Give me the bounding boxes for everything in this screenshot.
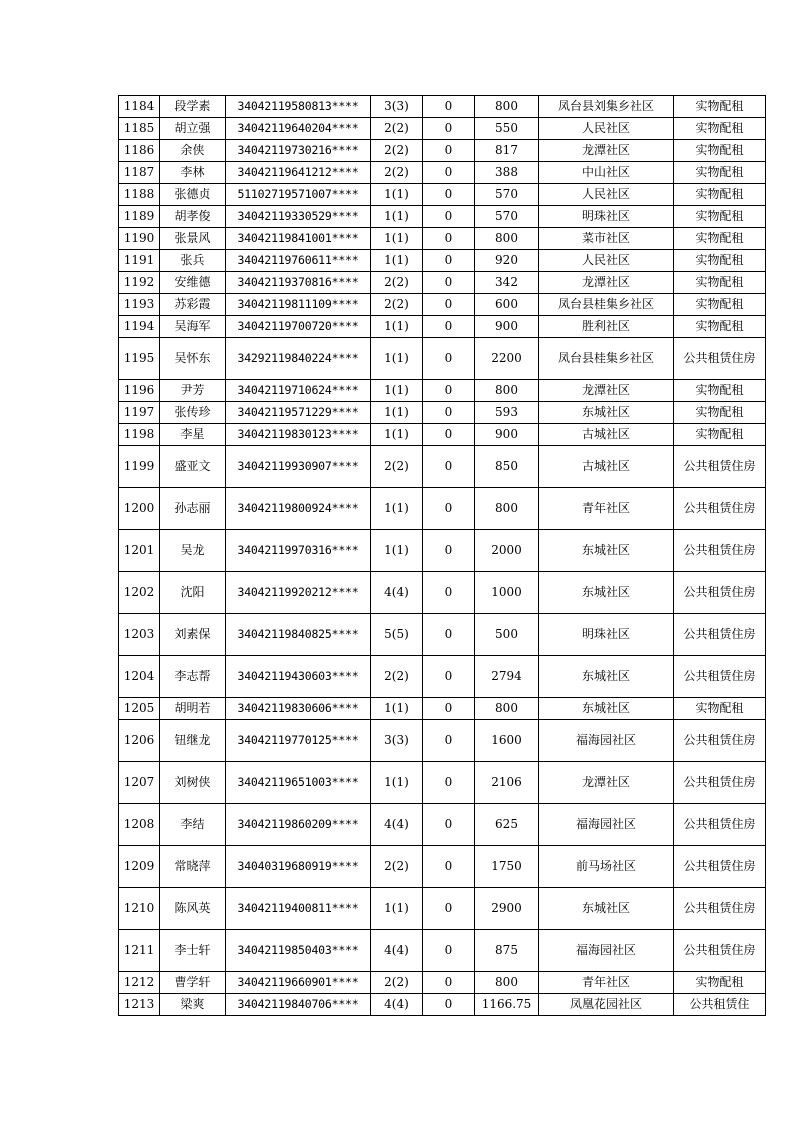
family-size-cell: 4(4) [371, 804, 423, 846]
amount-cell: 850 [475, 446, 539, 488]
community-name-cell: 人民社区 [539, 184, 674, 206]
table-row [119, 250, 766, 272]
table-row [119, 184, 766, 206]
community-name-cell: 龙潭社区 [539, 140, 674, 162]
zero-value-cell: 0 [423, 930, 475, 972]
amount-cell: 550 [475, 118, 539, 140]
community-name-cell: 东城社区 [539, 530, 674, 572]
community-name-cell: 明珠社区 [539, 614, 674, 656]
amount-cell: 2200 [475, 338, 539, 380]
family-size-cell: 1(1) [371, 380, 423, 402]
applicant-name-cell: 苏彩霞 [160, 294, 226, 316]
family-size-cell: 2(2) [371, 162, 423, 184]
row-number-cell: 1200 [119, 488, 160, 530]
zero-value-cell: 0 [423, 720, 475, 762]
amount-cell: 817 [475, 140, 539, 162]
housing-type-cell: 实物配租 [674, 140, 766, 162]
id-number-cell: 34042119840825**** [226, 614, 371, 656]
id-number-cell: 34042119640204**** [226, 118, 371, 140]
applicant-name-cell: 钮继龙 [160, 720, 226, 762]
family-size-cell: 2(2) [371, 446, 423, 488]
id-number-cell: 34042119400811**** [226, 888, 371, 930]
community-name-cell: 菜市社区 [539, 228, 674, 250]
community-name-cell: 东城社区 [539, 402, 674, 424]
row-number-cell: 1196 [119, 380, 160, 402]
community-name-cell: 凤台县桂集乡社区 [539, 294, 674, 316]
zero-value-cell: 0 [423, 972, 475, 994]
amount-cell: 1166.75 [475, 994, 539, 1016]
table-row [119, 930, 766, 972]
family-size-cell: 1(1) [371, 250, 423, 272]
amount-cell: 800 [475, 488, 539, 530]
housing-type-cell: 实物配租 [674, 228, 766, 250]
housing-type-cell: 实物配租 [674, 162, 766, 184]
table-row [119, 228, 766, 250]
zero-value-cell: 0 [423, 488, 475, 530]
amount-cell: 800 [475, 380, 539, 402]
family-size-cell: 3(3) [371, 96, 423, 118]
community-name-cell: 人民社区 [539, 250, 674, 272]
housing-type-cell: 公共租赁住房 [674, 614, 766, 656]
community-name-cell: 东城社区 [539, 572, 674, 614]
id-number-cell: 34042119930907**** [226, 446, 371, 488]
row-number-cell: 1195 [119, 338, 160, 380]
applicant-name-cell: 胡立强 [160, 118, 226, 140]
family-size-cell: 4(4) [371, 572, 423, 614]
applicant-name-cell: 盛亚文 [160, 446, 226, 488]
row-number-cell: 1202 [119, 572, 160, 614]
applicant-name-cell: 李士轩 [160, 930, 226, 972]
zero-value-cell: 0 [423, 614, 475, 656]
applicant-name-cell: 李林 [160, 162, 226, 184]
row-number-cell: 1205 [119, 698, 160, 720]
table-row [119, 96, 766, 118]
housing-type-cell: 实物配租 [674, 96, 766, 118]
family-size-cell: 1(1) [371, 338, 423, 380]
housing-type-cell: 公共租赁住房 [674, 446, 766, 488]
housing-type-cell: 实物配租 [674, 424, 766, 446]
applicant-name-cell: 常晓萍 [160, 846, 226, 888]
community-name-cell: 龙潭社区 [539, 272, 674, 294]
amount-cell: 900 [475, 316, 539, 338]
housing-type-cell: 实物配租 [674, 206, 766, 228]
amount-cell: 1750 [475, 846, 539, 888]
id-number-cell: 34042119651003**** [226, 762, 371, 804]
id-number-cell: 34042119760611**** [226, 250, 371, 272]
zero-value-cell: 0 [423, 888, 475, 930]
row-number-cell: 1198 [119, 424, 160, 446]
table-row [119, 140, 766, 162]
table-row [119, 424, 766, 446]
row-number-cell: 1207 [119, 762, 160, 804]
row-number-cell: 1209 [119, 846, 160, 888]
community-name-cell: 东城社区 [539, 656, 674, 698]
family-size-cell: 1(1) [371, 228, 423, 250]
housing-type-cell: 实物配租 [674, 184, 766, 206]
community-name-cell: 胜利社区 [539, 316, 674, 338]
amount-cell: 800 [475, 698, 539, 720]
applicant-name-cell: 刘树侠 [160, 762, 226, 804]
housing-type-cell: 公共租赁住房 [674, 804, 766, 846]
applicant-name-cell: 张景风 [160, 228, 226, 250]
id-number-cell: 34042119710624**** [226, 380, 371, 402]
row-number-cell: 1187 [119, 162, 160, 184]
row-number-cell: 1201 [119, 530, 160, 572]
zero-value-cell: 0 [423, 530, 475, 572]
housing-type-cell: 实物配租 [674, 380, 766, 402]
family-size-cell: 1(1) [371, 762, 423, 804]
id-number-cell: 34042119840706**** [226, 994, 371, 1016]
housing-type-cell: 实物配租 [674, 402, 766, 424]
family-size-cell: 2(2) [371, 272, 423, 294]
housing-type-cell: 公共租赁住房 [674, 888, 766, 930]
amount-cell: 600 [475, 294, 539, 316]
housing-type-cell: 公共租赁住房 [674, 338, 766, 380]
housing-type-cell: 实物配租 [674, 316, 766, 338]
family-size-cell: 2(2) [371, 140, 423, 162]
id-number-cell: 34042119660901**** [226, 972, 371, 994]
table-row [119, 380, 766, 402]
table-row [119, 846, 766, 888]
table-row [119, 614, 766, 656]
housing-type-cell: 实物配租 [674, 294, 766, 316]
family-size-cell: 5(5) [371, 614, 423, 656]
applicant-name-cell: 张德贞 [160, 184, 226, 206]
zero-value-cell: 0 [423, 250, 475, 272]
family-size-cell: 2(2) [371, 972, 423, 994]
housing-type-cell: 公共租赁住房 [674, 488, 766, 530]
community-name-cell: 龙潭社区 [539, 762, 674, 804]
housing-type-cell: 公共租赁住房 [674, 930, 766, 972]
family-size-cell: 1(1) [371, 698, 423, 720]
community-name-cell: 东城社区 [539, 698, 674, 720]
zero-value-cell: 0 [423, 184, 475, 206]
table-row [119, 488, 766, 530]
applicant-name-cell: 张兵 [160, 250, 226, 272]
zero-value-cell: 0 [423, 846, 475, 888]
applicant-name-cell: 尹芳 [160, 380, 226, 402]
row-number-cell: 1184 [119, 96, 160, 118]
table-row [119, 698, 766, 720]
row-number-cell: 1185 [119, 118, 160, 140]
table-row [119, 162, 766, 184]
housing-type-cell: 实物配租 [674, 698, 766, 720]
table-row [119, 762, 766, 804]
table-row [119, 572, 766, 614]
applicant-name-cell: 吴龙 [160, 530, 226, 572]
row-number-cell: 1206 [119, 720, 160, 762]
row-number-cell: 1194 [119, 316, 160, 338]
id-number-cell: 34042119770125**** [226, 720, 371, 762]
amount-cell: 1600 [475, 720, 539, 762]
table-row [119, 972, 766, 994]
amount-cell: 800 [475, 96, 539, 118]
row-number-cell: 1188 [119, 184, 160, 206]
zero-value-cell: 0 [423, 446, 475, 488]
community-name-cell: 明珠社区 [539, 206, 674, 228]
id-number-cell: 34042119370816**** [226, 272, 371, 294]
family-size-cell: 4(4) [371, 994, 423, 1016]
table-row [119, 888, 766, 930]
id-number-cell: 34042119841001**** [226, 228, 371, 250]
community-name-cell: 东城社区 [539, 888, 674, 930]
housing-type-cell: 公共租赁住房 [674, 572, 766, 614]
zero-value-cell: 0 [423, 338, 475, 380]
applicant-name-cell: 安维德 [160, 272, 226, 294]
zero-value-cell: 0 [423, 294, 475, 316]
applicant-name-cell: 沈阳 [160, 572, 226, 614]
applicant-name-cell: 胡明若 [160, 698, 226, 720]
applicant-name-cell: 吴怀东 [160, 338, 226, 380]
applicant-name-cell: 段学素 [160, 96, 226, 118]
row-number-cell: 1193 [119, 294, 160, 316]
community-name-cell: 福海园社区 [539, 930, 674, 972]
applicant-name-cell: 刘素保 [160, 614, 226, 656]
row-number-cell: 1199 [119, 446, 160, 488]
applicant-name-cell: 余侠 [160, 140, 226, 162]
amount-cell: 2106 [475, 762, 539, 804]
table-row [119, 720, 766, 762]
applicant-name-cell: 胡孝俊 [160, 206, 226, 228]
family-size-cell: 1(1) [371, 402, 423, 424]
community-name-cell: 中山社区 [539, 162, 674, 184]
community-name-cell: 龙潭社区 [539, 380, 674, 402]
row-number-cell: 1210 [119, 888, 160, 930]
id-number-cell: 34042119430603**** [226, 656, 371, 698]
zero-value-cell: 0 [423, 804, 475, 846]
zero-value-cell: 0 [423, 228, 475, 250]
id-number-cell: 34042119811109**** [226, 294, 371, 316]
table-row [119, 338, 766, 380]
family-size-cell: 2(2) [371, 118, 423, 140]
zero-value-cell: 0 [423, 96, 475, 118]
id-number-cell: 34042119830606**** [226, 698, 371, 720]
family-size-cell: 1(1) [371, 488, 423, 530]
amount-cell: 625 [475, 804, 539, 846]
applicant-name-cell: 梁爽 [160, 994, 226, 1016]
row-number-cell: 1211 [119, 930, 160, 972]
id-number-cell: 34042119860209**** [226, 804, 371, 846]
amount-cell: 570 [475, 184, 539, 206]
id-number-cell: 34042119641212**** [226, 162, 371, 184]
id-number-cell: 34042119800924**** [226, 488, 371, 530]
housing-type-cell: 实物配租 [674, 272, 766, 294]
housing-type-cell: 公共租赁住房 [674, 762, 766, 804]
community-name-cell: 福海园社区 [539, 720, 674, 762]
row-number-cell: 1186 [119, 140, 160, 162]
housing-type-cell: 实物配租 [674, 250, 766, 272]
housing-type-cell: 公共租赁住房 [674, 656, 766, 698]
id-number-cell: 34042119850403**** [226, 930, 371, 972]
table-row [119, 294, 766, 316]
table-row [119, 272, 766, 294]
row-number-cell: 1204 [119, 656, 160, 698]
amount-cell: 570 [475, 206, 539, 228]
applicant-name-cell: 曹学轩 [160, 972, 226, 994]
housing-type-cell: 公共租赁住 [674, 994, 766, 1016]
applicant-name-cell: 李结 [160, 804, 226, 846]
applicant-name-cell: 李志帮 [160, 656, 226, 698]
document-page [118, 95, 765, 1016]
amount-cell: 593 [475, 402, 539, 424]
community-name-cell: 青年社区 [539, 972, 674, 994]
housing-type-cell: 公共租赁住房 [674, 720, 766, 762]
row-number-cell: 1212 [119, 972, 160, 994]
amount-cell: 900 [475, 424, 539, 446]
row-number-cell: 1197 [119, 402, 160, 424]
family-size-cell: 3(3) [371, 720, 423, 762]
applicant-name-cell: 陈风英 [160, 888, 226, 930]
row-number-cell: 1189 [119, 206, 160, 228]
row-number-cell: 1190 [119, 228, 160, 250]
table-row [119, 402, 766, 424]
zero-value-cell: 0 [423, 140, 475, 162]
table-row [119, 206, 766, 228]
id-number-cell: 34042119970316**** [226, 530, 371, 572]
housing-type-cell: 实物配租 [674, 118, 766, 140]
family-size-cell: 1(1) [371, 424, 423, 446]
amount-cell: 800 [475, 972, 539, 994]
row-number-cell: 1192 [119, 272, 160, 294]
id-number-cell: 34042119920212**** [226, 572, 371, 614]
applicant-name-cell: 张传珍 [160, 402, 226, 424]
table-row [119, 994, 766, 1016]
applicant-name-cell: 李星 [160, 424, 226, 446]
amount-cell: 2794 [475, 656, 539, 698]
amount-cell: 500 [475, 614, 539, 656]
amount-cell: 342 [475, 272, 539, 294]
id-number-cell: 34042119700720**** [226, 316, 371, 338]
amount-cell: 920 [475, 250, 539, 272]
amount-cell: 2900 [475, 888, 539, 930]
zero-value-cell: 0 [423, 572, 475, 614]
zero-value-cell: 0 [423, 206, 475, 228]
family-size-cell: 1(1) [371, 184, 423, 206]
id-number-cell: 34042119580813**** [226, 96, 371, 118]
table-body [119, 96, 766, 1016]
id-number-cell: 34292119840224**** [226, 338, 371, 380]
table-row [119, 804, 766, 846]
id-number-cell: 34040319680919**** [226, 846, 371, 888]
family-size-cell: 2(2) [371, 846, 423, 888]
zero-value-cell: 0 [423, 994, 475, 1016]
zero-value-cell: 0 [423, 118, 475, 140]
family-size-cell: 1(1) [371, 530, 423, 572]
table-row [119, 446, 766, 488]
table-row [119, 530, 766, 572]
amount-cell: 2000 [475, 530, 539, 572]
community-name-cell: 凤台县桂集乡社区 [539, 338, 674, 380]
amount-cell: 388 [475, 162, 539, 184]
zero-value-cell: 0 [423, 316, 475, 338]
row-number-cell: 1208 [119, 804, 160, 846]
housing-type-cell: 实物配租 [674, 972, 766, 994]
community-name-cell: 古城社区 [539, 446, 674, 488]
table-row [119, 316, 766, 338]
row-number-cell: 1213 [119, 994, 160, 1016]
community-name-cell: 古城社区 [539, 424, 674, 446]
zero-value-cell: 0 [423, 698, 475, 720]
row-number-cell: 1191 [119, 250, 160, 272]
community-name-cell: 人民社区 [539, 118, 674, 140]
zero-value-cell: 0 [423, 162, 475, 184]
community-name-cell: 福海园社区 [539, 804, 674, 846]
family-size-cell: 1(1) [371, 316, 423, 338]
community-name-cell: 青年社区 [539, 488, 674, 530]
applicant-name-cell: 孙志丽 [160, 488, 226, 530]
zero-value-cell: 0 [423, 762, 475, 804]
housing-type-cell: 公共租赁住房 [674, 530, 766, 572]
family-size-cell: 1(1) [371, 888, 423, 930]
zero-value-cell: 0 [423, 272, 475, 294]
id-number-cell: 34042119330529**** [226, 206, 371, 228]
family-size-cell: 2(2) [371, 656, 423, 698]
applicant-name-cell: 吴海军 [160, 316, 226, 338]
amount-cell: 1000 [475, 572, 539, 614]
community-name-cell: 凤凰花园社区 [539, 994, 674, 1016]
zero-value-cell: 0 [423, 402, 475, 424]
community-name-cell: 凤台县刘集乡社区 [539, 96, 674, 118]
zero-value-cell: 0 [423, 380, 475, 402]
table-row [119, 656, 766, 698]
amount-cell: 800 [475, 228, 539, 250]
family-size-cell: 2(2) [371, 294, 423, 316]
zero-value-cell: 0 [423, 424, 475, 446]
id-number-cell: 34042119730216**** [226, 140, 371, 162]
amount-cell: 875 [475, 930, 539, 972]
housing-type-cell: 公共租赁住房 [674, 846, 766, 888]
table-row [119, 118, 766, 140]
family-size-cell: 4(4) [371, 930, 423, 972]
family-size-cell: 1(1) [371, 206, 423, 228]
id-number-cell: 34042119571229**** [226, 402, 371, 424]
allocation-table [118, 95, 766, 1016]
zero-value-cell: 0 [423, 656, 475, 698]
id-number-cell: 51102719571007**** [226, 184, 371, 206]
community-name-cell: 前马场社区 [539, 846, 674, 888]
id-number-cell: 34042119830123**** [226, 424, 371, 446]
row-number-cell: 1203 [119, 614, 160, 656]
